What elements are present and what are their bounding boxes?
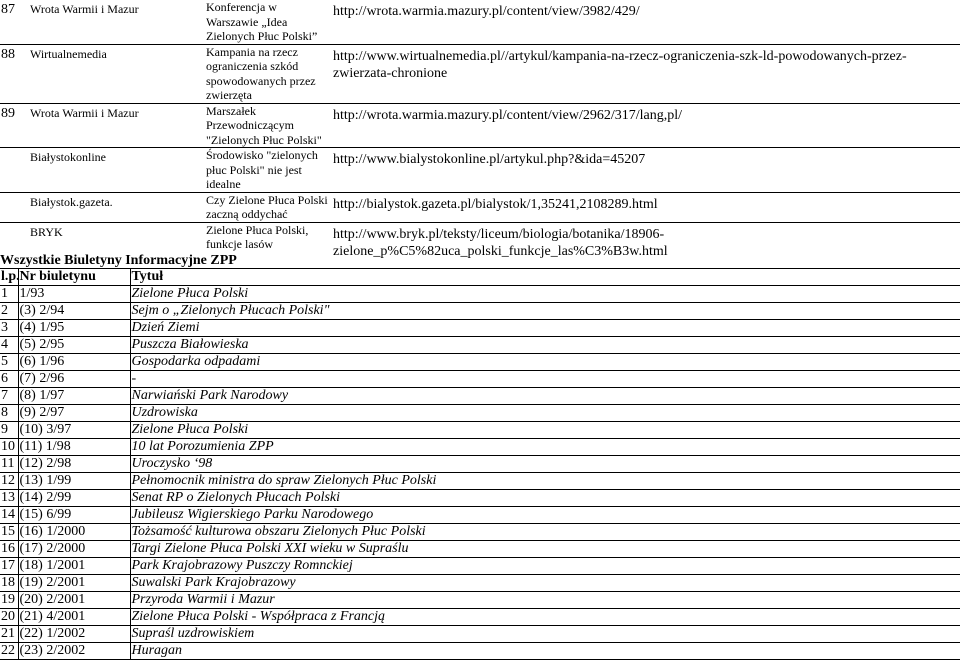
bulletin-title: Uzdrowiska	[130, 405, 960, 422]
article-title: Kampania na rzecz ograniczenia szkód spowodowanych przez zwierzęta	[205, 44, 332, 103]
bulletin-number: (23) 2/2002	[18, 643, 130, 660]
bulletin-title: Huragan	[130, 643, 960, 660]
bulletin-lp: 14	[0, 507, 18, 524]
bulletin-number: (21) 4/2001	[18, 609, 130, 626]
bulletin-title: Puszcza Białowieska	[130, 337, 960, 354]
bulletin-number: (7) 2/96	[18, 371, 130, 388]
bulletin-lp: 3	[0, 320, 18, 337]
table-row	[0, 388, 960, 405]
table-row	[0, 44, 960, 103]
row-number	[0, 192, 28, 222]
header-title: Tytuł	[130, 269, 960, 286]
bulletin-title: Dzień Ziemi	[130, 320, 960, 337]
table-row	[0, 439, 960, 456]
table-row	[0, 192, 960, 222]
table-row	[0, 103, 960, 148]
bulletin-number: (6) 1/96	[18, 354, 130, 371]
article-title: Środowisko "zielonych płuc Polski" nie jest idealne	[205, 148, 332, 193]
source-name: Wrota Warmii i Mazur	[28, 103, 205, 148]
table-row	[0, 473, 960, 490]
bulletin-lp: 2	[0, 303, 18, 320]
table-row	[0, 405, 960, 422]
table-row	[0, 354, 960, 371]
bulletin-number: (10) 3/97	[18, 422, 130, 439]
bulletin-number: (4) 1/95	[18, 320, 130, 337]
bulletin-lp: 20	[0, 609, 18, 626]
article-url[interactable]: http://bialystok.gazeta.pl/bialystok/1,35241,2108289.html	[332, 192, 960, 222]
bulletin-title: Senat RP o Zielonych Płucach Polski	[130, 490, 960, 507]
bulletin-lp: 10	[0, 439, 18, 456]
bulletin-title: Pełnomocnik ministra do spraw Zielonych Płuc Polski	[130, 473, 960, 490]
table-row	[0, 371, 960, 388]
bulletin-title: Gospodarka odpadami	[130, 354, 960, 371]
source-name: Białystokonline	[28, 148, 205, 193]
bulletin-lp: 12	[0, 473, 18, 490]
table-row	[0, 575, 960, 592]
row-number: 87	[0, 0, 28, 44]
header-lp: l.p.	[1, 269, 20, 284]
bulletin-title: Uroczysko ‘98	[130, 456, 960, 473]
bulletin-number: (5) 2/95	[18, 337, 130, 354]
bulletin-number: 1/93	[18, 286, 130, 303]
bulletin-lp: 7	[0, 388, 18, 405]
source-name: Wrota Warmii i Mazur	[28, 0, 205, 44]
table-row	[0, 609, 960, 626]
bulletin-title: Przyroda Warmii i Mazur	[130, 592, 960, 609]
table-row	[0, 541, 960, 558]
table-row	[0, 592, 960, 609]
header-nr: Nr biuletynu	[18, 269, 130, 286]
table-row	[0, 456, 960, 473]
bulletin-lp: 19	[0, 592, 18, 609]
bulletin-title: Sejm o „Zielonych Płucach Polski"	[130, 303, 960, 320]
table-row	[0, 286, 960, 303]
bulletin-number: (16) 1/2000	[18, 524, 130, 541]
article-url[interactable]: http://wrota.warmia.mazury.pl/content/view/3982/429/	[332, 0, 960, 44]
source-name: Białystok.gazeta.	[28, 192, 205, 222]
bulletin-number: (9) 2/97	[18, 405, 130, 422]
row-number	[0, 148, 28, 193]
table-header-row	[0, 269, 960, 286]
bulletin-lp: 11	[0, 456, 18, 473]
article-url[interactable]: http://www.wirtualnemedia.pl//artykul/kampania-na-rzecz-ograniczenia-szk-ld-powodowanych-przez-zwierzata-chronione	[332, 44, 960, 103]
bulletin-title: Targi Zielone Płuca Polski XXI wieku w Supraślu	[130, 541, 960, 558]
bulletin-lp: 22	[0, 643, 18, 660]
table-row	[0, 643, 960, 660]
bulletin-title: Park Krajobrazowy Puszczy Romnckiej	[130, 558, 960, 575]
bulletin-lp: 4	[0, 337, 18, 354]
bulletin-title: Narwiański Park Narodowy	[130, 388, 960, 405]
article-url[interactable]: http://wrota.warmia.mazury.pl/content/view/2962/317/lang,pl/	[332, 103, 960, 148]
table-row	[0, 507, 960, 524]
table-row	[0, 148, 960, 193]
bulletin-title: 10 lat Porozumienia ZPP	[130, 439, 960, 456]
bulletin-lp: 9	[0, 422, 18, 439]
article-title: Zielone Płuca Polski, funkcje lasów	[206, 222, 309, 251]
bulletin-number: (20) 2/2001	[18, 592, 130, 609]
bulletin-lp: 13	[0, 490, 18, 507]
table-row	[0, 422, 960, 439]
article-url[interactable]: http://www.bryk.pl/teksty/liceum/biologia/botanika/18906-zielone_p%C5%82uca_polski_funkcje_las%C3%B3w.html	[333, 226, 668, 259]
bulletin-number: (12) 2/98	[18, 456, 130, 473]
bulletin-number: (3) 2/94	[18, 303, 130, 320]
bulletin-title: Tożsamość kulturowa obszaru Zielonych Płuc Polski	[130, 524, 960, 541]
bulletin-lp: 16	[0, 541, 18, 558]
bulletin-number: (15) 6/99	[18, 507, 130, 524]
source-name: BRYK	[30, 224, 63, 239]
table-row	[0, 558, 960, 575]
bulletin-title: Supraśl uzdrowiskiem	[130, 626, 960, 643]
bulletin-title: Jubileusz Wigierskiego Parku Narodowego	[130, 507, 960, 524]
bulletin-number: (11) 1/98	[18, 439, 130, 456]
table-row	[0, 0, 960, 44]
table-row	[0, 337, 960, 354]
bulletin-title: -	[130, 371, 960, 388]
bulletin-number: (8) 1/97	[18, 388, 130, 405]
bulletin-lp: 5	[0, 354, 18, 371]
bulletin-title: Zielone Płuca Polski	[130, 422, 960, 439]
article-url[interactable]: http://www.bialystokonline.pl/artykul.php?&ida=45207	[332, 148, 960, 193]
table-row	[0, 320, 960, 337]
section-title: Wszystkie Biuletyny Informacyjne ZPP	[0, 253, 237, 268]
bulletin-number: (14) 2/99	[18, 490, 130, 507]
article-title: Marszałek Przewodniczącym "Zielonych Płuc Polski"	[205, 103, 332, 148]
bulletin-lp: 1	[0, 286, 18, 303]
article-title: Konferencja w Warszawie „Idea Zielonych Płuc Polski”	[205, 0, 332, 44]
source-name: Wirtualnemedia	[28, 44, 205, 103]
bulletin-lp: 8	[0, 405, 18, 422]
bulletin-lp: 18	[0, 575, 18, 592]
row-number: 88	[0, 44, 28, 103]
bulletin-title: Suwalski Park Krajobrazowy	[130, 575, 960, 592]
bulletin-title: Zielone Płuca Polski - Współpraca z Francją	[130, 609, 960, 626]
bulletin-number: (19) 2/2001	[18, 575, 130, 592]
bulletin-lp: 6	[0, 371, 18, 388]
media-links-table	[0, 0, 960, 260]
bulletin-number: (13) 1/99	[18, 473, 130, 490]
table-row	[0, 626, 960, 643]
bulletin-lp: 15	[0, 524, 18, 541]
article-title: Czy Zielone Płuca Polski zaczną oddychać	[205, 192, 332, 222]
bulletin-number: (18) 1/2001	[18, 558, 130, 575]
table-row	[0, 490, 960, 507]
bulletin-lp: 21	[0, 626, 18, 643]
table-row	[0, 303, 960, 320]
bulletin-number: (17) 2/2000	[18, 541, 130, 558]
table-row	[0, 524, 960, 541]
bulletin-number: (22) 1/2002	[18, 626, 130, 643]
bulletin-lp: 17	[0, 558, 18, 575]
row-number: 89	[0, 103, 28, 148]
bulletins-table	[0, 268, 960, 660]
bulletin-title: Zielone Płuca Polski	[130, 286, 960, 303]
